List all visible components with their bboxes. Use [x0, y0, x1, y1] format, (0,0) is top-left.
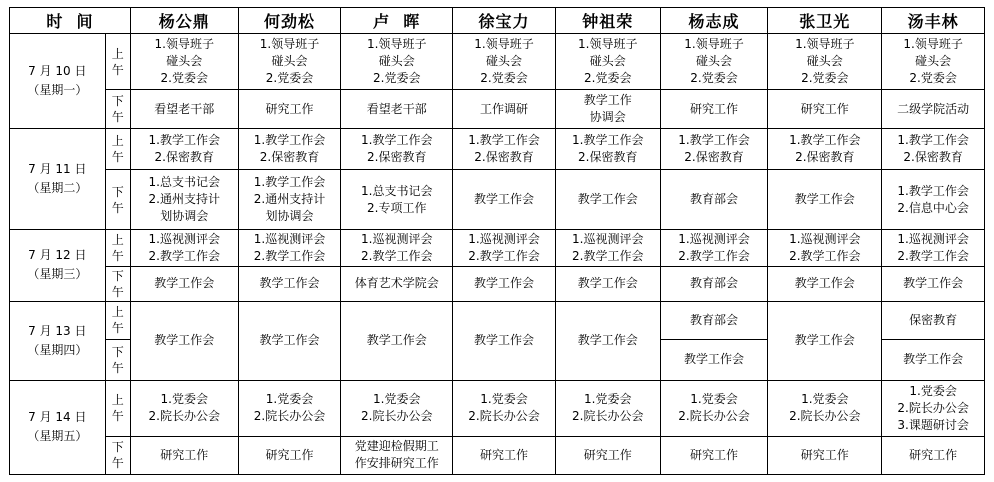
- day-am-row: [10, 34, 985, 90]
- schedule-cell-am: [341, 229, 453, 266]
- schedule-line: 1.党委会: [160, 392, 208, 407]
- schedule-line: 研究工作: [800, 447, 849, 462]
- schedule-line: 教学工作会: [154, 276, 215, 291]
- name-header: 张卫光: [768, 8, 882, 34]
- schedule-cell-pm: [768, 90, 882, 129]
- schedule-line: 教育部会: [690, 276, 739, 291]
- schedule-line: 教学工作会: [474, 192, 535, 207]
- schedule-cell-pm: [238, 170, 341, 229]
- schedule-cell-pm: [453, 90, 556, 129]
- schedule-line: （星期四）: [27, 342, 88, 357]
- schedule-line: 午: [111, 284, 124, 299]
- schedule-line: 午: [111, 360, 124, 375]
- schedule-line: 2.院长办公会: [789, 409, 861, 424]
- day-am-row: [10, 129, 985, 170]
- schedule-line: 1.领导班子: [903, 37, 963, 52]
- schedule-line: 教学工作会: [684, 352, 745, 367]
- schedule-line: 下: [111, 268, 124, 283]
- schedule-cell-pm: [882, 436, 985, 474]
- schedule-line: 2.保密教育: [903, 150, 963, 165]
- schedule-cell-pm: [341, 436, 453, 474]
- name-header: 杨公鼎: [130, 8, 238, 34]
- schedule-line: 2.教学工作会: [253, 248, 326, 263]
- schedule-line: 2.院长办公会: [897, 400, 969, 415]
- schedule-line: （星期五）: [27, 429, 88, 444]
- schedule-cell-am: [130, 34, 238, 90]
- schedule-line: 教育部会: [690, 192, 739, 207]
- schedule-cell-am: [341, 34, 453, 90]
- schedule-line: 教学工作会: [259, 333, 320, 348]
- schedule-line: 1.教学工作会: [468, 133, 540, 148]
- schedule-cell-am: [882, 380, 985, 436]
- schedule-cell: [130, 301, 238, 380]
- day-pm-row: [10, 90, 985, 129]
- schedule-line: 2.教学工作会: [148, 248, 220, 263]
- schedule-line: 体育艺术学院会: [354, 276, 439, 291]
- day-label: [10, 301, 106, 380]
- schedule-line: 2.党委会: [690, 71, 738, 86]
- schedule-line: 2.党委会: [480, 71, 528, 86]
- schedule-line: 教学工作会: [794, 276, 855, 291]
- schedule-line: 1.领导班子: [578, 37, 638, 52]
- schedule-cell-pm: [882, 266, 985, 301]
- schedule-line: 2.保密教育: [684, 150, 744, 165]
- schedule-cell-am: [768, 380, 882, 436]
- schedule-cell-am: [660, 34, 768, 90]
- schedule-line: 午: [111, 150, 124, 165]
- schedule-cell-am: [453, 229, 556, 266]
- day-label: [10, 129, 106, 229]
- schedule-cell-pm: [768, 266, 882, 301]
- schedule-line: 2.教学工作会: [468, 248, 540, 263]
- schedule-cell-pm: [130, 170, 238, 229]
- schedule-cell-am: [768, 34, 882, 90]
- schedule-cell-pm: [238, 90, 341, 129]
- schedule-line: 2.院长办公会: [361, 409, 433, 424]
- schedule-cell-am: [555, 34, 660, 90]
- schedule-cell-am: [768, 129, 882, 170]
- schedule-line: 1.巡视测评会: [468, 231, 540, 246]
- schedule-line: （星期二）: [27, 181, 88, 196]
- schedule-line: 1.巡视测评会: [678, 231, 750, 246]
- schedule-line: 1.教学工作会: [789, 133, 861, 148]
- schedule-line: 上: [111, 305, 124, 320]
- schedule-line: 教学工作: [583, 93, 632, 108]
- schedule-cell-am: [238, 380, 341, 436]
- schedule-cell-pm: [341, 266, 453, 301]
- schedule-line: 1.巡视测评会: [789, 231, 861, 246]
- schedule-line: 1.巡视测评会: [572, 231, 644, 246]
- schedule-cell: [238, 301, 341, 380]
- schedule-line: 1.教学工作会: [253, 133, 326, 148]
- schedule-cell-pm: [768, 436, 882, 474]
- name-header: 杨志成: [660, 8, 768, 34]
- schedule-line: 2.保密教育: [474, 150, 534, 165]
- schedule-line: 1.党委会: [690, 392, 738, 407]
- schedule-cell-am: [238, 229, 341, 266]
- schedule-line: 2.保密教育: [259, 150, 320, 165]
- name-header: 汤丰林: [882, 8, 985, 34]
- schedule-line: 2.信息中心会: [897, 200, 969, 215]
- schedule-cell-pm: [660, 266, 768, 301]
- schedule-table: [9, 7, 985, 475]
- schedule-cell: [555, 301, 660, 380]
- day-pm-row: [10, 266, 985, 301]
- schedule-line: 研究工作: [690, 101, 739, 116]
- name-header: 钟祖荣: [555, 8, 660, 34]
- schedule-line: 研究工作: [800, 101, 849, 116]
- schedule-line: 1.教学工作会: [148, 133, 220, 148]
- schedule-cell: [453, 301, 556, 380]
- schedule-line: 1.党委会: [373, 392, 421, 407]
- schedule-line: 教学工作会: [154, 333, 215, 348]
- schedule-line: 2.党委会: [265, 71, 314, 86]
- morning-label: [105, 229, 130, 266]
- schedule-line: 研究工作: [690, 447, 739, 462]
- schedule-line: 1.教学工作会: [572, 133, 644, 148]
- schedule-line: 1.领导班子: [795, 37, 855, 52]
- schedule-cell-am: [341, 380, 453, 436]
- schedule-line: 1.巡视测评会: [361, 231, 433, 246]
- schedule-cell-pm: [341, 170, 453, 229]
- schedule-line: 教学工作会: [903, 352, 964, 367]
- schedule-line: 教学工作会: [903, 276, 964, 291]
- schedule-line: 1.教学工作会: [897, 133, 969, 148]
- time-header: 时 间: [10, 8, 131, 34]
- day-am-row: [10, 301, 985, 339]
- schedule-cell-pm: [660, 339, 768, 380]
- morning-label: [105, 380, 130, 436]
- schedule-cell-pm: [882, 339, 985, 380]
- schedule-line: 午: [111, 409, 124, 424]
- schedule-line: 教学工作会: [474, 333, 535, 348]
- schedule-cell-pm: [768, 170, 882, 229]
- schedule-line: 2.院长办公会: [572, 409, 644, 424]
- schedule-line: 2.党委会: [801, 71, 849, 86]
- schedule-line: 1.党委会: [480, 392, 528, 407]
- schedule-line: 看望老干部: [366, 101, 427, 116]
- schedule-line: 划协调会: [265, 209, 314, 224]
- day-am-row: [10, 380, 985, 436]
- schedule-line: 午: [111, 248, 124, 263]
- schedule-line: 教学工作会: [794, 333, 855, 348]
- schedule-cell-pm: [453, 266, 556, 301]
- morning-label: [105, 129, 130, 170]
- schedule-cell-pm: [660, 436, 768, 474]
- schedule-line: 研究工作: [909, 447, 958, 462]
- schedule-body: [10, 34, 985, 475]
- schedule-line: 午: [111, 200, 124, 215]
- schedule-line: 教学工作会: [474, 276, 535, 291]
- afternoon-label: [105, 339, 130, 380]
- day-label: [10, 229, 106, 301]
- schedule-line: 午: [111, 110, 124, 125]
- afternoon-label: [105, 90, 130, 129]
- schedule-line: 2.教学工作会: [361, 248, 433, 263]
- schedule-cell-pm: [453, 170, 556, 229]
- schedule-line: 2.院长办公会: [253, 409, 326, 424]
- name-header: 卢 晖: [341, 8, 453, 34]
- schedule-cell-am: [238, 34, 341, 90]
- schedule-line: 3.课题研讨会: [897, 417, 969, 432]
- schedule-line: 1.党委会: [265, 392, 314, 407]
- schedule-line: 午: [111, 456, 124, 471]
- schedule-cell-pm: [130, 266, 238, 301]
- schedule-cell-am: [882, 34, 985, 90]
- day-label: [10, 34, 106, 129]
- schedule-line: 7 月 10 日: [28, 64, 87, 79]
- schedule-line: 1.领导班子: [154, 37, 214, 52]
- schedule-line: 7 月 12 日: [28, 248, 87, 263]
- schedule-cell-am: [130, 229, 238, 266]
- header-row: [10, 8, 985, 34]
- schedule-line: 7 月 14 日: [28, 410, 87, 425]
- day-pm-row: [10, 436, 985, 474]
- schedule-line: 教学工作会: [794, 192, 855, 207]
- schedule-cell-am: [130, 129, 238, 170]
- schedule-cell-pm: [555, 436, 660, 474]
- schedule-cell-am: [660, 380, 768, 436]
- schedule-line: 2.院长办公会: [468, 409, 540, 424]
- schedule-line: 2.保密教育: [795, 150, 855, 165]
- name-header: 何劲松: [238, 8, 341, 34]
- schedule-line: 2.院长办公会: [678, 409, 750, 424]
- schedule-line: 2.党委会: [373, 71, 421, 86]
- schedule-line: 午: [111, 321, 124, 336]
- schedule-line: 碰头会: [378, 54, 415, 69]
- afternoon-label: [105, 436, 130, 474]
- schedule-cell-pm: [555, 170, 660, 229]
- schedule-line: 二级学院活动: [897, 101, 970, 116]
- schedule-cell-am: [555, 380, 660, 436]
- schedule-line: 下: [111, 344, 124, 359]
- schedule-line: 1.巡视测评会: [253, 231, 326, 246]
- schedule-line: 上: [111, 134, 124, 149]
- schedule-line: 2.党委会: [160, 71, 208, 86]
- schedule-line: 1.党委会: [909, 383, 957, 398]
- schedule-line: 1.教学工作会: [897, 183, 969, 198]
- schedule-line: 碰头会: [589, 54, 626, 69]
- schedule-line: 下: [111, 184, 124, 199]
- schedule-line: 研究工作: [265, 101, 314, 116]
- schedule-line: 教学工作会: [577, 333, 638, 348]
- schedule-line: 2.院长办公会: [148, 409, 220, 424]
- schedule-cell-am: [882, 301, 985, 339]
- afternoon-label: [105, 170, 130, 229]
- schedule-cell-am: [555, 129, 660, 170]
- schedule-line: 1.总支书记会: [148, 175, 220, 190]
- schedule-cell-am: [238, 129, 341, 170]
- day-label: [10, 380, 106, 474]
- morning-label: [105, 34, 130, 90]
- schedule-cell-am: [660, 301, 768, 339]
- schedule-line: （星期一）: [27, 83, 88, 98]
- morning-label: [105, 301, 130, 339]
- schedule-line: 工作调研: [480, 101, 529, 116]
- schedule-cell-am: [453, 34, 556, 90]
- schedule-cell-pm: [660, 90, 768, 129]
- schedule-cell-am: [660, 229, 768, 266]
- schedule-cell-pm: [238, 266, 341, 301]
- schedule-line: 教学工作会: [577, 192, 638, 207]
- schedule-cell-pm: [882, 170, 985, 229]
- schedule-cell-pm: [341, 90, 453, 129]
- day-am-row: [10, 229, 985, 266]
- schedule-line: 1.领导班子: [684, 37, 744, 52]
- schedule-cell-am: [882, 229, 985, 266]
- schedule-cell-am: [660, 129, 768, 170]
- schedule-line: 教学工作会: [259, 276, 320, 291]
- name-header: 徐宝力: [453, 8, 556, 34]
- schedule-cell: [768, 301, 882, 380]
- schedule-line: 1.党委会: [801, 392, 849, 407]
- schedule-line: 午: [111, 62, 124, 77]
- schedule-line: 2.保密教育: [154, 150, 214, 165]
- schedule-line: 碰头会: [166, 54, 203, 69]
- schedule-line: 教学工作会: [577, 276, 638, 291]
- schedule-line: 2.通州支持计: [253, 192, 326, 207]
- schedule-line: 2.专项工作: [367, 200, 427, 215]
- schedule-line: 下: [111, 94, 124, 109]
- schedule-line: 划协调会: [160, 209, 209, 224]
- schedule-line: 研究工作: [160, 447, 209, 462]
- schedule-line: 2.党委会: [909, 71, 957, 86]
- schedule-cell-pm: [882, 90, 985, 129]
- schedule-line: 2.通州支持计: [148, 192, 220, 207]
- schedule-line: 上: [111, 46, 124, 61]
- schedule-cell-pm: [238, 436, 341, 474]
- schedule-cell-pm: [130, 90, 238, 129]
- afternoon-label: [105, 266, 130, 301]
- schedule-line: 1.总支书记会: [361, 183, 433, 198]
- schedule-line: 碰头会: [915, 54, 952, 69]
- schedule-line: 1.党委会: [584, 392, 632, 407]
- schedule-line: 2.教学工作会: [897, 248, 969, 263]
- schedule-line: 2.保密教育: [367, 150, 427, 165]
- schedule-cell-am: [768, 229, 882, 266]
- schedule-line: 2.教学工作会: [572, 248, 644, 263]
- schedule-cell-am: [130, 380, 238, 436]
- schedule-line: 作安排研究工作: [354, 456, 439, 471]
- schedule-cell-am: [555, 229, 660, 266]
- schedule-cell-pm: [555, 266, 660, 301]
- schedule-cell-am: [453, 380, 556, 436]
- schedule-line: 研究工作: [265, 447, 314, 462]
- schedule-cell-pm: [453, 436, 556, 474]
- schedule-line: 2.教学工作会: [678, 248, 750, 263]
- schedule-line: 1.教学工作会: [253, 175, 326, 190]
- schedule-line: 1.巡视测评会: [148, 231, 220, 246]
- schedule-line: 碰头会: [806, 54, 843, 69]
- schedule-line: 上: [111, 393, 124, 408]
- schedule-line: 1.教学工作会: [361, 133, 433, 148]
- schedule-line: 2.保密教育: [578, 150, 638, 165]
- schedule-line: 协调会: [589, 110, 626, 125]
- schedule-line: 看望老干部: [154, 101, 215, 116]
- schedule-line: 1.教学工作会: [678, 133, 750, 148]
- schedule-line: 7 月 11 日: [28, 162, 87, 177]
- schedule-line: 保密教育: [909, 312, 958, 327]
- schedule-line: 7 月 13 日: [28, 323, 87, 338]
- schedule-line: 碰头会: [696, 54, 733, 69]
- schedule-line: 研究工作: [480, 447, 529, 462]
- schedule-line: 1.领导班子: [474, 37, 534, 52]
- schedule-cell-pm: [555, 90, 660, 129]
- schedule-line: 1.巡视测评会: [897, 231, 969, 246]
- day-pm-row: [10, 170, 985, 229]
- schedule-line: 教学工作会: [366, 333, 427, 348]
- schedule-cell-am: [341, 129, 453, 170]
- schedule-line: 2.教学工作会: [789, 248, 861, 263]
- schedule-cell-pm: [660, 170, 768, 229]
- schedule-line: 下: [111, 440, 124, 455]
- schedule-line: 碰头会: [271, 54, 308, 69]
- schedule-line: 2.党委会: [584, 71, 632, 86]
- schedule-line: 碰头会: [486, 54, 523, 69]
- schedule-cell-am: [453, 129, 556, 170]
- schedule-cell-pm: [130, 436, 238, 474]
- schedule-line: （星期三）: [27, 267, 88, 282]
- schedule-cell-am: [882, 129, 985, 170]
- schedule-line: 教育部会: [690, 312, 739, 327]
- schedule-line: 1.领导班子: [367, 37, 427, 52]
- schedule-line: 党建迎检假期工: [354, 439, 439, 454]
- schedule-cell: [341, 301, 453, 380]
- schedule-line: 研究工作: [583, 447, 632, 462]
- schedule-line: 上: [111, 232, 124, 247]
- schedule-line: 1.领导班子: [259, 37, 320, 52]
